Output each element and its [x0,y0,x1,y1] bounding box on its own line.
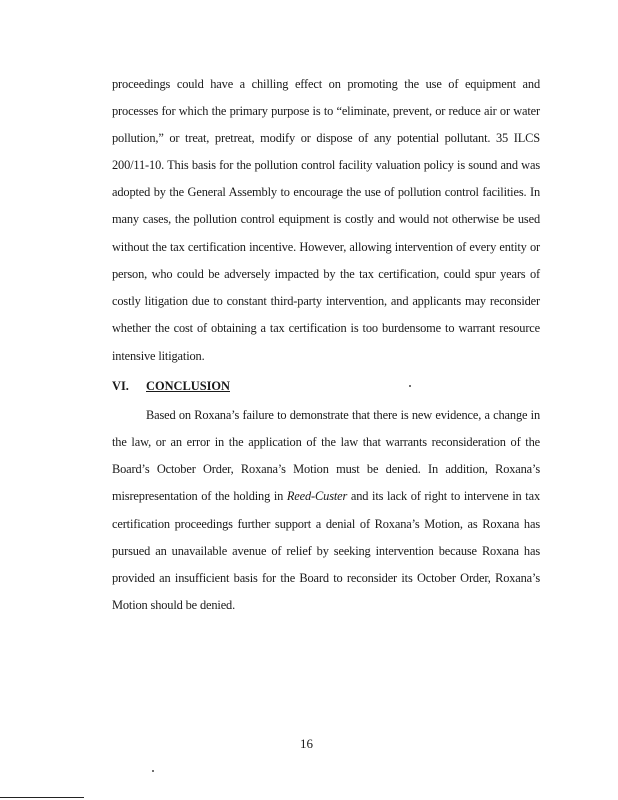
footnote-rule [0,797,84,798]
body-line-1: proceedings could have a chilling effect on promoting the use of equipment and [112,77,540,91]
body-line-6: many cases, the pollution control equipment is costly and would not otherwise be used [112,212,540,226]
body-line-5: adopted by the General Assembly to encourage the use of pollution control facilities. In [112,185,540,199]
conclusion-text-before-case: misrepresentation of the holding in [112,489,287,503]
conclusion-line-5: certification proceedings further support a denial of Roxana’s Motion, as Roxana has [112,517,540,531]
conclusion-text-after-case: and its lack of right to intervene in tax [347,489,540,503]
body-line-10: whether the cost of obtaining a tax certification is too burdensome to warrant resource [112,321,540,335]
conclusion-line-3: Board’s October Order, Roxana’s Motion must be denied. In addition, Roxana’s [112,462,540,476]
page-number: 16 [300,736,313,751]
conclusion-line-4 [112,489,540,504]
scan-speck [409,385,411,387]
case-name-reed-custer: Reed-Custer [286,489,348,503]
body-line-11: intensive litigation. [112,349,205,363]
scan-speck [152,770,154,772]
conclusion-line-1: Based on Roxana’s failure to demonstrate that there is new evidence, a change in [146,408,540,422]
body-line-3: pollution,” or treat, pretreat, modify or dispose of any potential pollutant. 35 ILCS [112,131,540,145]
section-title: CONCLUSION [146,379,230,393]
body-line-2: processes for which the primary purpose is to “eliminate, prevent, or reduce air or water [112,104,540,118]
section-number: VI. [112,379,129,393]
conclusion-line-8: Motion should be denied. [112,598,236,612]
body-line-7: without the tax certification incentive. However, allowing intervention of every entity or [112,240,540,254]
conclusion-line-2: the law, or an error in the application of the law that warrants reconsideration of the [112,435,540,449]
body-line-4: 200/11-10. This basis for the pollution control facility valuation policy is sound and was [112,158,540,172]
conclusion-line-7: provided an insufficient basis for the Board to reconsider its October Order, Roxana’s [112,571,540,585]
body-line-9: costly litigation due to constant third-party intervention, and applicants may reconsider [112,294,540,308]
conclusion-line-6: pursued an unavailable avenue of relief by seeking intervention because Roxana has [112,544,540,558]
body-line-8: person, who could be adversely impacted by the tax certification, could spur years of [112,267,540,281]
